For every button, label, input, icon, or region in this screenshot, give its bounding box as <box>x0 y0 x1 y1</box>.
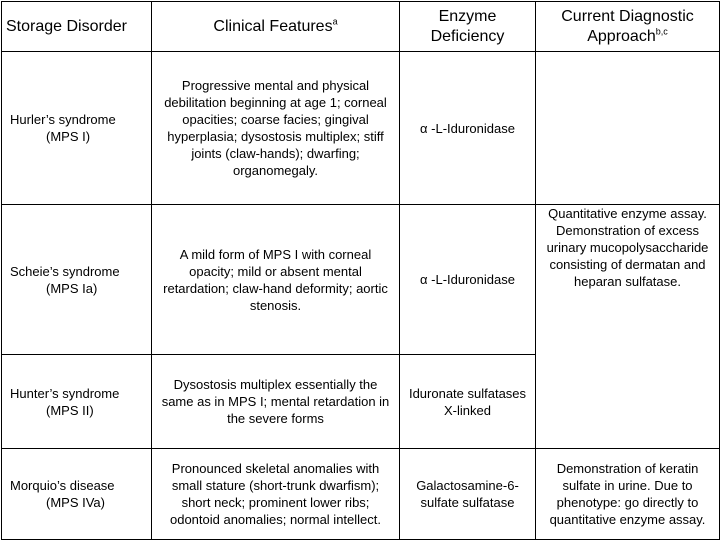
disorder-name: Hurler’s syndrome <box>10 112 116 127</box>
header-clinical-features: Clinical Features$^a$ <box>152 2 400 52</box>
disorder-abbr: (MPS II) <box>46 402 94 418</box>
enzyme-cell: Iduronate sulfatases X-linked <box>400 355 536 449</box>
header-enzyme-deficiency: Enzyme Deficiency <box>400 2 536 52</box>
disorder-cell <box>2 355 152 449</box>
clinical-features-cell: A mild form of MPS I with corneal opacity; mild or absent mental retardation; claw-hand deformity; aortic stenosis. <box>152 205 400 355</box>
header-storage-disorder: Storage Disorder <box>2 2 152 52</box>
header-row <box>2 2 720 52</box>
enzyme-cell: Galactosamine-6-sulfate sulfatase <box>400 449 536 540</box>
disorder-abbr: (MPS IVa) <box>46 495 105 510</box>
disorder-name: Morquio’s disease <box>10 478 115 493</box>
enzyme-cell: α -L-Iduronidase <box>400 205 536 355</box>
approach-cell-empty <box>536 52 720 205</box>
disorder-cell <box>2 449 152 540</box>
approach-cell-shared: Quantitative enzyme assay. Demonstration of excess urinary mucopolysaccharide consisting of dermatan and heparan sulfatase. <box>536 205 720 449</box>
disorder-cell <box>2 52 152 205</box>
storage-disorders-table <box>1 1 720 540</box>
disorder-cell <box>2 205 152 355</box>
footnote-bc: b,c <box>655 26 668 37</box>
table-row <box>2 205 720 355</box>
clinical-features-cell: Progressive mental and physical debilitation beginning at age 1; corneal opacities; coarse facies; gingival hyperplasia; dysostosis multiplex; stiff joints (claw-hands); dwarfing; organomegaly. <box>152 52 400 205</box>
clinical-features-cell: Dysostosis multiplex essentially the same as in MPS I; mental retardation in the severe forms <box>152 355 400 449</box>
disorder-abbr: (MPS I) <box>46 129 91 144</box>
clinical-features-cell: Pronounced skeletal anomalies with small stature (short-trunk dwarfism); short neck; prominent lower ribs; odontoid anomalies; normal intellect. <box>152 449 400 540</box>
disorder-abbr: (MPS Ia) <box>46 280 98 296</box>
approach-cell-last: Demonstration of keratin sulfate in urine. Due to phenotype: go directly to quantitative enzyme assay. <box>536 449 720 540</box>
table-row <box>2 449 720 540</box>
enzyme-cell: α -L-Iduronidase <box>400 52 536 205</box>
table-row <box>2 52 720 205</box>
footnote-a: a <box>332 16 338 27</box>
header-diagnostic-approach: Current Diagnostic Approach$^{b,c}$ <box>536 2 720 52</box>
disorder-name: Scheie’s syndrome <box>10 263 120 279</box>
disorder-name: Hunter’s syndrome <box>10 385 120 401</box>
